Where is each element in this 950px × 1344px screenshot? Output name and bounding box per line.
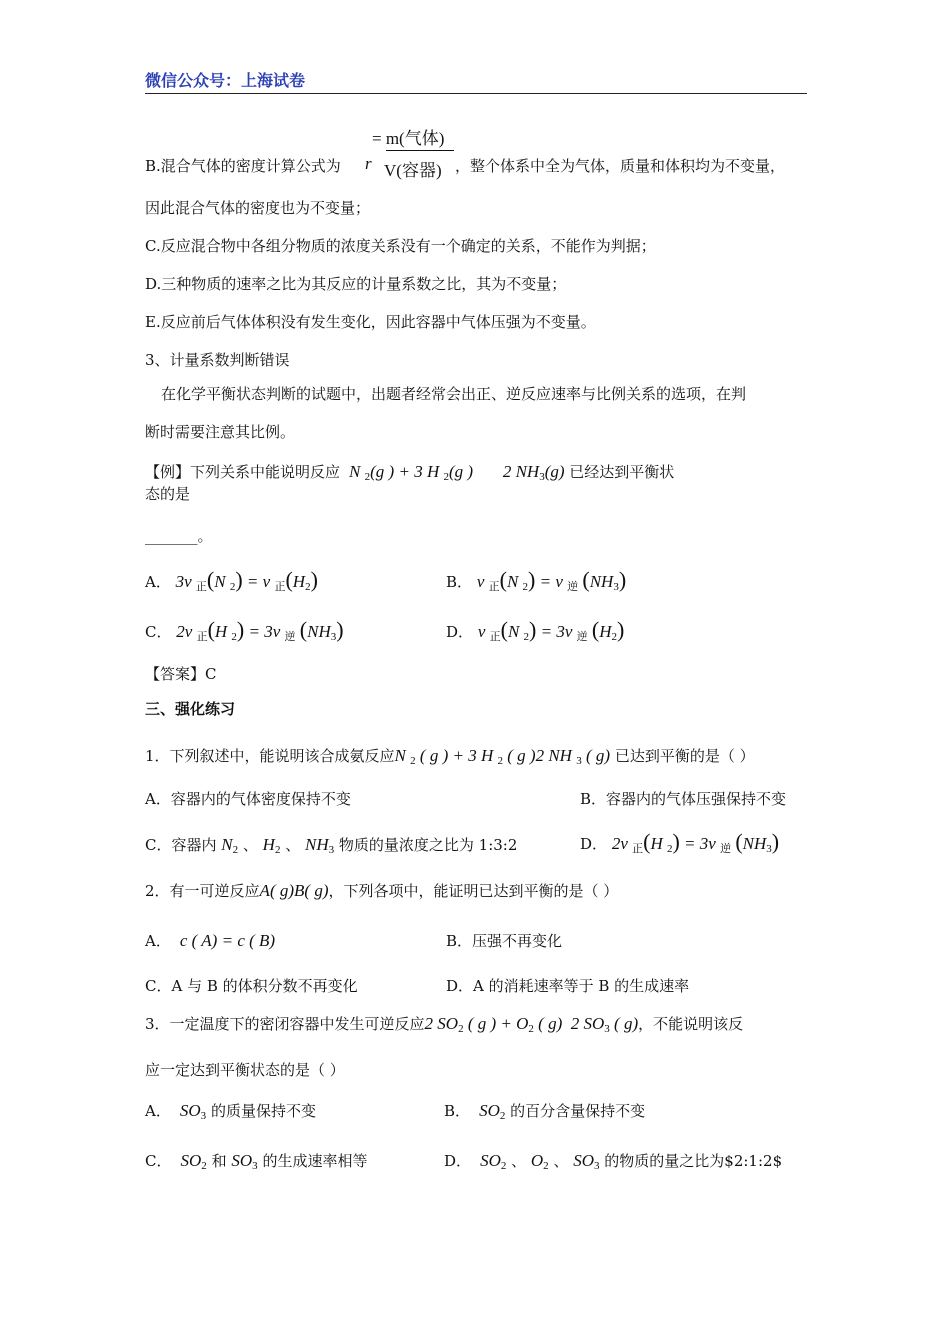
q2-option-d: D．A 的消耗速率等于 B 的生成速率 — [446, 977, 690, 995]
q2-option-c: C．A 与 B 的体积分数不再变化 — [145, 977, 358, 995]
example-blank: _______。 — [145, 527, 213, 545]
example-suffix: 已经达到平衡状 — [569, 463, 675, 481]
section-3-title: 3、计量系数判断错误 — [145, 351, 290, 369]
example-option-b: B． v 正(N $_2$) = v 逆 $(NH_3)$ — [446, 567, 627, 593]
line-c: C.反应混合物中各组分物质的浓度关系没有一个确定的关系，不能作为判据； — [145, 237, 656, 255]
page-header: 微信公众号：上海试卷 — [145, 71, 306, 90]
example-answer: 【答案】C — [145, 665, 217, 683]
q3-stem: 3．一定温度下的密闭容器中发生可逆反应2 $SO_2$ ( g ) + $O_2$ ( g) 2 $SO_3$ ( g)，不能说明该反 — [145, 1014, 744, 1035]
line-b-suffix: ，整个体系中全为气体，质量和体积均为不变量， — [455, 157, 786, 175]
q2-option-b: B．压强不再变化 — [446, 932, 563, 950]
q1-option-d: D． 2v 正(H $_2$) = 3v 逆 $(NH_3)$ — [580, 829, 780, 855]
example-option-a: A． 3v 正(N $_2$) = v 正$(H_2)$ — [145, 567, 318, 593]
q3-line-2: 应一定达到平衡状态的是（ ） — [145, 1061, 345, 1079]
q1-option-a: A．容器内的气体密度保持不变 — [145, 790, 351, 808]
density-denominator: V(容器) — [384, 161, 442, 180]
example-option-d: D． v 正(N $_2$) = 3v 逆 $(H_2)$ — [446, 617, 625, 643]
example-question — [145, 462, 674, 487]
q1-stem: 1．下列叙述中，能说明该合成氨反应N $_2$ ( g ) + 3 H $_2$ ( g )2 NH $_3$ ( g) 已达到平衡的是（ ） — [145, 746, 755, 767]
q3-option-a: A． $SO_3$ 的质量保持不变 — [145, 1101, 316, 1122]
q3-option-d: D． $SO_2$ 、 $O_2$ 、 $SO_3$ 的物质的量之比为$2:1:2$ — [444, 1151, 783, 1172]
line-b-prefix: B.混合气体的密度计算公式为 — [145, 157, 341, 175]
header-divider — [145, 93, 807, 94]
paragraph-line-2: 断时需要注意其比例。 — [145, 423, 296, 441]
q2-stem: 2．有一可逆反应A( g)B( g)，下列各项中，能证明已达到平衡的是（ ） — [145, 881, 619, 900]
example-line-2: 态的是 — [145, 485, 191, 503]
q3-equation: 2 $SO_2$ ( g ) + $O_2$ ( g) 2 $SO_3$ ( g) — [424, 1014, 639, 1035]
example-prefix: 【例】下列关系中能说明反应 — [145, 463, 341, 481]
density-symbol: r — [365, 154, 372, 173]
q3-option-b: B． $SO_2$ 的百分含量保持不变 — [444, 1101, 646, 1122]
q1-option-b: B．容器内的气体压强保持不变 — [580, 790, 787, 808]
density-numerator: = m(气体) — [372, 129, 445, 148]
q3-option-c: C． $SO_2$ 和 $SO_3$ 的生成速率相等 — [145, 1151, 368, 1172]
line-d: D.三种物质的速率之比为其反应的计量系数之比，其为不变量； — [145, 275, 567, 293]
line-e: E.反应前后气体体积没有发生变化，因此容器中气体压强为不变量。 — [145, 313, 596, 331]
paragraph-line-1: 在化学平衡状态判断的试题中，出题者经常会出正、逆反应速率与比例关系的选项，在判 — [161, 385, 747, 403]
example-equation: N $_2$(g ) + 3 H $_2$(g ) 2 $NH_3(g)$ — [344, 462, 565, 483]
section-title: 三、强化练习 — [145, 700, 236, 718]
q2-option-a: A． c ( A) = c ( B) — [145, 931, 276, 950]
q2-equation: A( g)B( g) — [259, 881, 329, 900]
example-option-c: C． 2v 正(H $_2$) = 3v 逆 $(NH_3)$ — [145, 617, 344, 643]
q1-equation: N $_2$ ( g ) + 3 H $_2$ ( g )2 NH $_3$ ( g) — [394, 746, 611, 767]
line-b2: 因此混合气体的密度也为不变量； — [145, 199, 371, 217]
fraction-bar — [386, 150, 454, 151]
q1-option-c: C．容器内 $N_2$ 、 $H_2$ 、 $NH_3$ 物质的量浓度之比为 1:3:2 — [145, 835, 518, 856]
